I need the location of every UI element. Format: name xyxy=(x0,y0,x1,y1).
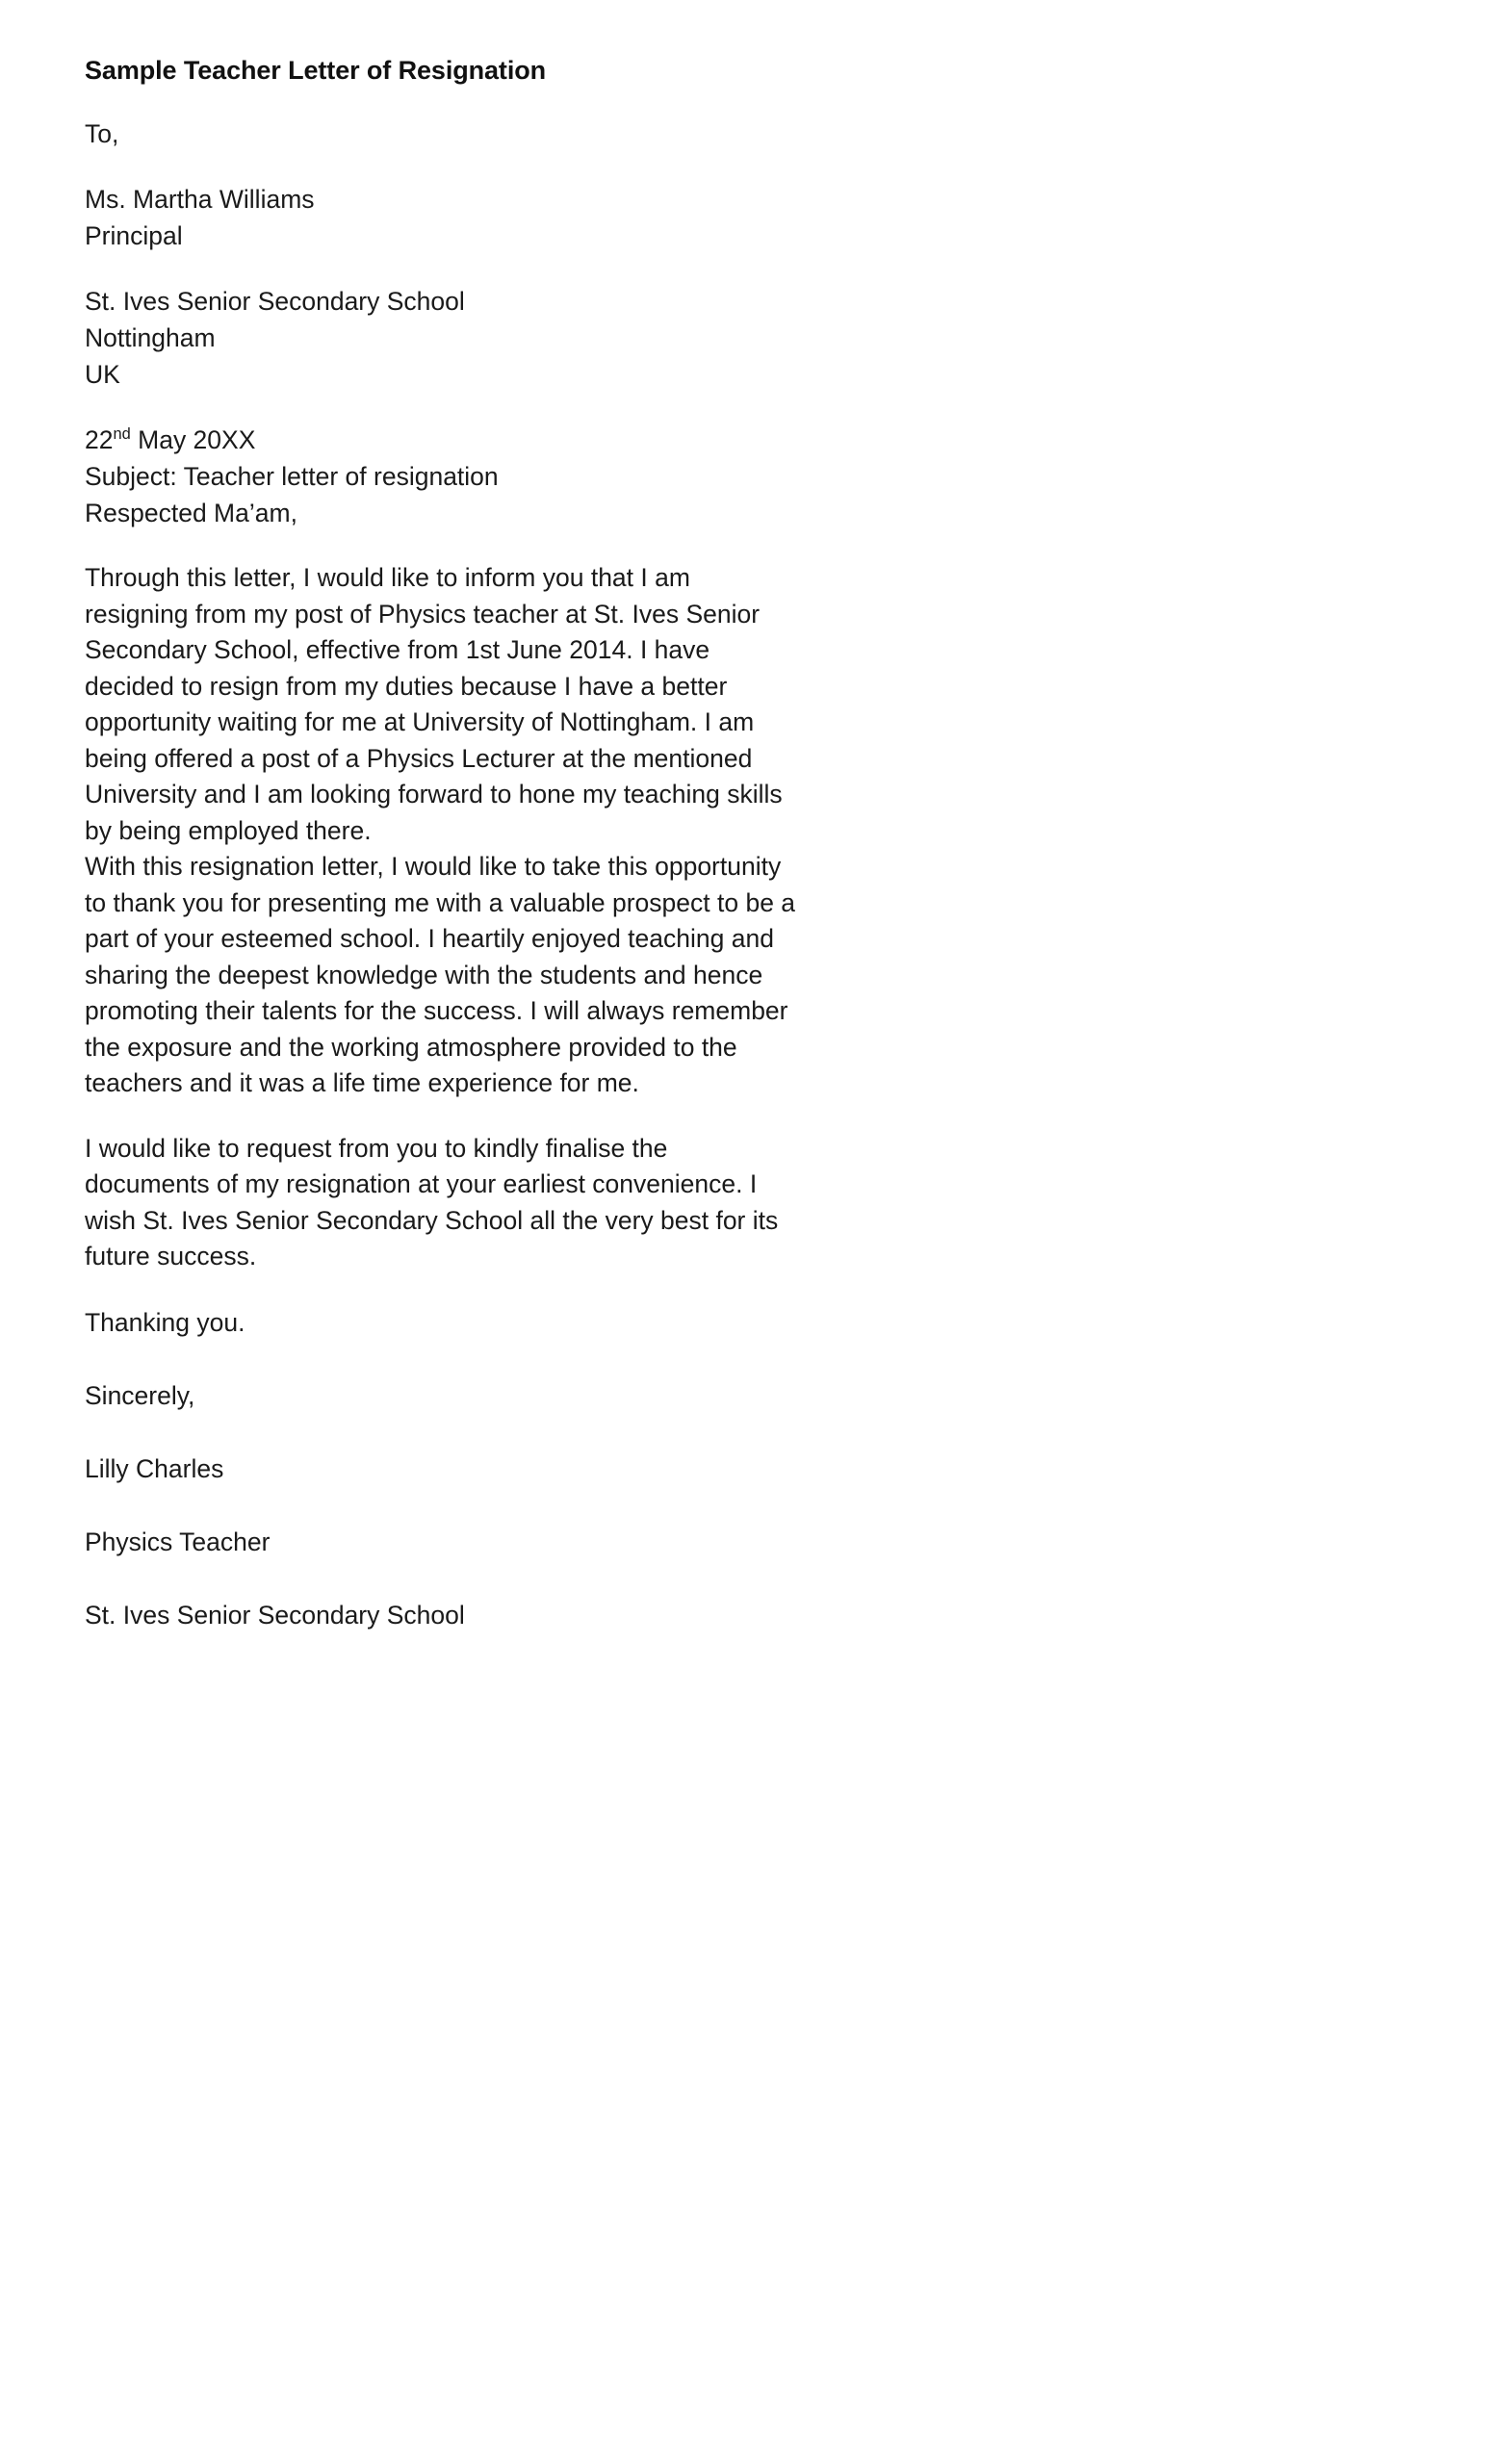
closing-valediction: Sincerely, xyxy=(85,1380,195,1410)
recipient-to-label: To, xyxy=(85,119,119,148)
sender-title: Physics Teacher xyxy=(85,1527,271,1556)
body-paragraph-2: With this resignation letter, I would like to take this opportunity to thank you for presenting me with a valuable prospect to be a part of your esteemed school. I heartily enjoyed teaching and sharing the deepest knowledge with the students and hence promoting their talents for the success. I will always remember the exposure and the working atmosphere provided to the teachers and it was a life time experience for me. xyxy=(85,852,796,1097)
body-paragraphs-group-2 xyxy=(85,1131,797,1275)
page-title: Sample Teacher Letter of Resignation xyxy=(85,56,547,85)
recipient-name: Ms. Martha Williams xyxy=(85,185,315,214)
date-rest: May 20XX xyxy=(130,425,256,454)
letter-subject: Subject: Teacher letter of resignation xyxy=(85,462,499,491)
recipient-designation: Principal xyxy=(85,221,183,250)
recipient-country: UK xyxy=(85,360,120,389)
date-ordinal-suffix: nd xyxy=(113,425,131,444)
recipient-address-block xyxy=(85,283,797,393)
body-paragraphs-group-1 xyxy=(85,560,797,1102)
recipient-name-block xyxy=(85,181,797,254)
recipient-city: Nottingham xyxy=(85,323,216,352)
sender-name: Lilly Charles xyxy=(85,1453,224,1483)
closing-block xyxy=(85,1304,797,1633)
body-paragraph-3: I would like to request from you to kindly finalise the documents of my resignation at your earliest convenience. I wish St. Ives Senior Secondary School all the very best for its future success. xyxy=(85,1133,779,1270)
letter-body xyxy=(85,54,797,1633)
letter-date xyxy=(85,422,797,458)
recipient-to-block xyxy=(85,116,797,152)
sender-school: St. Ives Senior Secondary School xyxy=(85,1600,465,1630)
date-day: 22 xyxy=(85,425,114,454)
closing-thanks: Thanking you. xyxy=(85,1307,245,1337)
body-paragraph-1: Through this letter, I would like to inform you that I am resigning from my post of Physics teacher at St. Ives Senior Secondary School, effective from 1st June 2014. I have decided to resign from my duties because I have a better opportunity waiting for me at University of Nottingham. I am being offered a post of a Physics Lecturer at the mentioned University and I am looking forward to hone my teaching skills by being employed there. xyxy=(85,563,783,845)
recipient-school: St. Ives Senior Secondary School xyxy=(85,287,465,316)
letter-salutation: Respected Ma’am, xyxy=(85,499,297,527)
date-subject-salutation-block xyxy=(85,422,797,531)
